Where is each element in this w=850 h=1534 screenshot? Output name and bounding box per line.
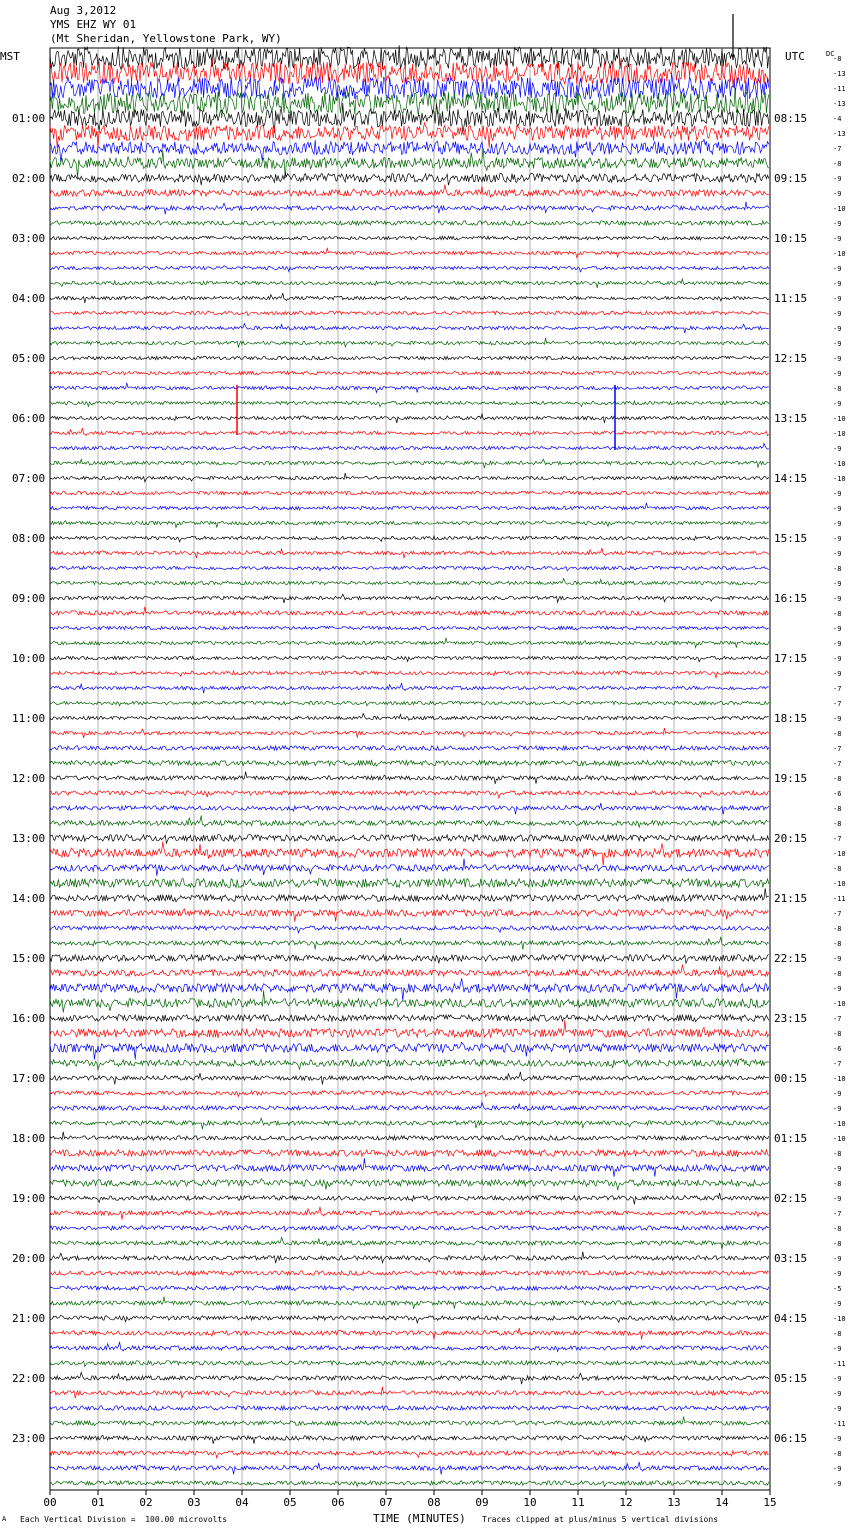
- mst-time-label: 08:00: [12, 532, 46, 545]
- trace-row-65: [50, 1020, 769, 1038]
- trace-row-50: [50, 803, 769, 815]
- trace-row-7: [50, 148, 769, 178]
- mst-time-label: 10:00: [12, 652, 46, 665]
- dc-offset-label: -9: [833, 190, 842, 198]
- utc-time-label: 23:15: [774, 1012, 808, 1025]
- footer-corner-mark: A: [2, 1515, 7, 1523]
- dc-offset-label: -9: [833, 400, 842, 408]
- date-label: Aug 3,2012: [50, 4, 117, 17]
- trace-row-46: [50, 746, 769, 751]
- scale-note: Each Vertical Division = 100.00 microvolts: [20, 1515, 228, 1524]
- x-tick-label: 07: [379, 1496, 393, 1509]
- utc-time-label: 13:15: [774, 412, 808, 425]
- dc-offset-label: -9: [833, 655, 842, 663]
- dc-offset-label: -6: [833, 790, 842, 798]
- dc-offset-label: -13: [833, 130, 846, 138]
- utc-time-label: 04:15: [774, 1312, 808, 1325]
- trace-row-81: [50, 1271, 769, 1276]
- trace-row-38: [50, 626, 769, 630]
- dc-offset-label: -9: [833, 1300, 842, 1308]
- trace-row-48: [50, 772, 769, 784]
- dc-offset-label: -13: [833, 70, 846, 78]
- trace-row-22: [50, 383, 769, 393]
- dc-offset-label: -8: [833, 1330, 842, 1338]
- plot-frame: [50, 48, 770, 1490]
- trace-row-26: [50, 444, 769, 450]
- trace-row-66: [50, 1042, 769, 1059]
- x-tick-label: 02: [139, 1496, 153, 1509]
- x-tick-label: 15: [763, 1496, 777, 1509]
- dc-offset-label: -10: [833, 1075, 846, 1083]
- dc-offset-label: -6: [833, 1045, 842, 1053]
- dc-offset-label: -9: [833, 580, 842, 588]
- dc-offset-label: -8: [833, 805, 842, 813]
- dc-offset-label: -9: [833, 445, 842, 453]
- dc-offset-label: -9: [833, 1105, 842, 1113]
- trace-row-54: [50, 859, 769, 876]
- trace-row-91: [50, 1417, 769, 1426]
- mst-time-label: 05:00: [12, 352, 46, 365]
- mst-time-label: 21:00: [12, 1312, 46, 1325]
- dc-offset-label: -9: [833, 1435, 842, 1443]
- trace-row-14: [50, 266, 769, 272]
- mst-time-label: 15:00: [12, 952, 46, 965]
- trace-row-51: [50, 816, 769, 828]
- trace-row-25: [50, 428, 769, 436]
- trace-row-88: [50, 1372, 769, 1384]
- trace-row-33: [50, 548, 769, 558]
- dc-offset-label: -8: [833, 925, 842, 933]
- dc-offset-label: -4: [833, 115, 842, 123]
- dc-offset-label: -9: [833, 1405, 842, 1413]
- dc-offset-label: -9: [833, 295, 842, 303]
- trace-row-93: [50, 1450, 769, 1458]
- dc-offset-label: -8: [833, 865, 842, 873]
- trace-row-31: [50, 521, 769, 528]
- trace-row-67: [50, 1059, 769, 1071]
- utc-time-label: 21:15: [774, 892, 808, 905]
- x-tick-label: 13: [667, 1496, 681, 1509]
- dc-offset-label: -8: [833, 775, 842, 783]
- dc-offset-label: -9: [833, 595, 842, 603]
- dc-offset-label: -8: [833, 1030, 842, 1038]
- trace-row-58: [50, 925, 769, 933]
- dc-offset-label: -10: [833, 205, 846, 213]
- mst-time-label: 04:00: [12, 292, 46, 305]
- dc-offset-label: -9: [833, 175, 842, 183]
- trace-row-57: [50, 909, 769, 922]
- dc-offset-label: -10: [833, 850, 846, 858]
- dc-offset-label: -9: [833, 1375, 842, 1383]
- mst-time-label: 18:00: [12, 1132, 46, 1145]
- station-label: YMS EHZ WY 01: [50, 18, 137, 31]
- dc-offset-label: -8: [833, 730, 842, 738]
- trace-row-95: [50, 1481, 769, 1487]
- trace-row-40: [50, 656, 769, 662]
- trace-row-39: [50, 638, 769, 648]
- dc-axis-label: DC: [826, 50, 835, 58]
- trace-row-94: [50, 1462, 769, 1475]
- trace-row-18: [50, 324, 769, 334]
- trace-row-15: [50, 279, 769, 288]
- trace-row-84: [50, 1315, 769, 1323]
- dc-offset-label: -9: [833, 1090, 842, 1098]
- trace-row-9: [50, 185, 769, 198]
- utc-time-label: 17:15: [774, 652, 808, 665]
- x-tick-label: 04: [235, 1496, 249, 1509]
- trace-row-29: [50, 491, 769, 495]
- trace-row-62: [50, 978, 769, 1000]
- utc-time-label: 05:15: [774, 1372, 808, 1385]
- trace-row-64: [50, 1015, 769, 1022]
- mst-time-label: 23:00: [12, 1432, 46, 1445]
- dc-offset-label: -7: [833, 835, 842, 843]
- mst-time-label: 14:00: [12, 892, 46, 905]
- dc-offset-label: -11: [833, 85, 846, 93]
- dc-offset-label: -10: [833, 460, 846, 468]
- dc-offset-label: -7: [833, 145, 842, 153]
- dc-offset-label: -9: [833, 1390, 842, 1398]
- trace-row-80: [50, 1252, 769, 1264]
- dc-offset-label: -9: [833, 1195, 842, 1203]
- utc-time-label: 18:15: [774, 712, 808, 725]
- trace-row-35: [50, 579, 769, 586]
- trace-row-34: [50, 566, 769, 571]
- dc-offset-label: -9: [833, 640, 842, 648]
- utc-time-label: 16:15: [774, 592, 808, 605]
- trace-row-90: [50, 1406, 769, 1411]
- mst-time-label: 12:00: [12, 772, 46, 785]
- utc-time-label: 02:15: [774, 1192, 808, 1205]
- trace-row-75: [50, 1179, 769, 1191]
- dc-offset-label: -9: [833, 220, 842, 228]
- trace-row-83: [50, 1297, 769, 1309]
- mst-time-label: 16:00: [12, 1012, 46, 1025]
- dc-offset-label: -9: [833, 1345, 842, 1353]
- location-label: (Mt Sheridan, Yellowstone Park, WY): [50, 32, 282, 45]
- dc-offset-label: -9: [833, 1255, 842, 1263]
- dc-offset-label: -7: [833, 910, 842, 918]
- utc-time-label: 00:15: [774, 1072, 808, 1085]
- dc-offset-label: -8: [833, 1225, 842, 1233]
- trace-row-77: [50, 1207, 769, 1220]
- trace-row-73: [50, 1150, 769, 1157]
- dc-offset-label: -8: [833, 1450, 842, 1458]
- trace-row-30: [50, 503, 769, 510]
- x-tick-label: 10: [523, 1496, 537, 1509]
- utc-time-label: 03:15: [774, 1252, 808, 1265]
- dc-offset-label: -7: [833, 1210, 842, 1218]
- dc-offset-label: -9: [833, 715, 842, 723]
- trace-row-8: [50, 174, 769, 186]
- trace-row-74: [50, 1158, 769, 1176]
- dc-offset-label: -9: [833, 505, 842, 513]
- dc-offset-label: -7: [833, 1015, 842, 1023]
- utc-time-label: 12:15: [774, 352, 808, 365]
- trace-row-76: [50, 1193, 769, 1204]
- x-tick-label: 11: [571, 1496, 585, 1509]
- mst-time-label: 03:00: [12, 232, 46, 245]
- utc-time-label: 11:15: [774, 292, 808, 305]
- dc-offset-label: -9: [833, 280, 842, 288]
- dc-offset-label: -8: [833, 160, 842, 168]
- trace-row-12: [50, 236, 769, 240]
- utc-time-label: 20:15: [774, 832, 808, 845]
- x-tick-label: 14: [715, 1496, 729, 1509]
- trace-row-13: [50, 248, 769, 258]
- trace-row-47: [50, 760, 769, 766]
- trace-row-60: [50, 955, 769, 964]
- dc-offset-label: -9: [833, 1480, 842, 1488]
- x-tick-label: 08: [427, 1496, 441, 1509]
- trace-row-61: [50, 965, 769, 978]
- dc-offset-label: -10: [833, 1315, 846, 1323]
- utc-time-label: 06:15: [774, 1432, 808, 1445]
- dc-offset-label: -10: [833, 880, 846, 888]
- dc-offset-label: -9: [833, 340, 842, 348]
- trace-row-6: [50, 139, 769, 162]
- dc-offset-label: -8: [833, 565, 842, 573]
- trace-row-32: [50, 536, 769, 542]
- dc-offset-label: -5: [833, 1285, 842, 1293]
- trace-row-59: [50, 937, 769, 950]
- trace-row-82: [50, 1286, 769, 1291]
- dc-offset-label: -8: [833, 1150, 842, 1158]
- trace-row-0: [50, 45, 769, 69]
- mst-time-label: 20:00: [12, 1252, 46, 1265]
- mst-time-label: 09:00: [12, 592, 46, 605]
- dc-offset-label: -8: [833, 610, 842, 618]
- x-tick-label: 06: [331, 1496, 345, 1509]
- trace-row-71: [50, 1118, 769, 1129]
- dc-offset-label: -8: [833, 385, 842, 393]
- trace-row-85: [50, 1328, 769, 1340]
- dc-offset-label: -13: [833, 100, 846, 108]
- trace-row-72: [50, 1132, 769, 1141]
- mst-axis-label: MST: [0, 50, 20, 63]
- trace-row-49: [50, 790, 769, 798]
- dc-offset-label: -9: [833, 1270, 842, 1278]
- mst-time-label: 17:00: [12, 1072, 46, 1085]
- dc-offset-label: -8: [833, 940, 842, 948]
- clip-note: Traces clipped at plus/minus 5 vertical divisions: [482, 1515, 719, 1524]
- x-tick-label: 12: [619, 1496, 633, 1509]
- mst-time-label: 07:00: [12, 472, 46, 485]
- trace-row-16: [50, 293, 769, 303]
- mst-time-label: 22:00: [12, 1372, 46, 1385]
- dc-offset-label: -9: [833, 490, 842, 498]
- dc-offset-label: -9: [833, 670, 842, 678]
- x-tick-label: 05: [283, 1496, 297, 1509]
- utc-time-label: 19:15: [774, 772, 808, 785]
- trace-row-24: [50, 414, 769, 423]
- dc-offset-label: -7: [833, 1060, 842, 1068]
- dc-offset-label: -9: [833, 1165, 842, 1173]
- utc-time-label: 10:15: [774, 232, 808, 245]
- trace-row-37: [50, 607, 769, 616]
- dc-offset-label: -9: [833, 370, 842, 378]
- utc-time-label: 15:15: [774, 532, 808, 545]
- trace-row-42: [50, 683, 769, 693]
- trace-row-11: [50, 221, 769, 226]
- dc-offset-label: -10: [833, 1135, 846, 1143]
- dc-offset-label: -10: [833, 415, 846, 423]
- mst-time-label: 01:00: [12, 112, 46, 125]
- trace-row-69: [50, 1091, 769, 1097]
- trace-row-68: [50, 1072, 769, 1085]
- trace-row-89: [50, 1387, 769, 1399]
- dc-offset-label: -10: [833, 475, 846, 483]
- dc-offset-label: -7: [833, 745, 842, 753]
- dc-offset-label: -7: [833, 700, 842, 708]
- dc-offset-label: -9: [833, 625, 842, 633]
- trace-row-27: [50, 459, 769, 468]
- dc-offset-label: -7: [833, 685, 842, 693]
- utc-axis-label: UTC: [785, 50, 805, 63]
- utc-time-label: 22:15: [774, 952, 808, 965]
- trace-row-19: [50, 338, 769, 347]
- dc-offset-label: -9: [833, 985, 842, 993]
- dc-offset-label: -11: [833, 895, 846, 903]
- trace-row-78: [50, 1226, 769, 1232]
- trace-row-23: [50, 401, 769, 407]
- dc-offset-label: -9: [833, 325, 842, 333]
- trace-row-52: [50, 835, 769, 844]
- trace-row-43: [50, 701, 769, 706]
- trace-row-79: [50, 1237, 769, 1249]
- trace-row-70: [50, 1102, 769, 1110]
- dc-offset-label: -10: [833, 1120, 846, 1128]
- trace-row-53: [50, 842, 769, 866]
- trace-row-87: [50, 1361, 769, 1367]
- utc-time-label: 08:15: [774, 112, 808, 125]
- dc-offset-label: -9: [833, 550, 842, 558]
- trace-row-56: [50, 888, 769, 902]
- dc-offset-label: -8: [833, 1180, 842, 1188]
- trace-row-63: [50, 990, 769, 1012]
- mst-time-label: 06:00: [12, 412, 46, 425]
- x-tick-label: 00: [43, 1496, 57, 1509]
- dc-offset-label: -10: [833, 1000, 846, 1008]
- trace-row-10: [50, 202, 769, 215]
- dc-offset-label: -11: [833, 1360, 846, 1368]
- dc-offset-label: -8: [833, 55, 842, 63]
- trace-row-3: [50, 88, 769, 118]
- mst-time-label: 19:00: [12, 1192, 46, 1205]
- trace-row-36: [50, 594, 769, 603]
- trace-row-86: [50, 1342, 769, 1352]
- trace-row-41: [50, 671, 769, 678]
- trace-row-21: [50, 371, 769, 375]
- trace-row-44: [50, 714, 769, 721]
- dc-offset-label: -9: [833, 535, 842, 543]
- trace-row-28: [50, 473, 769, 482]
- dc-offset-label: -9: [833, 520, 842, 528]
- dc-offset-label: -10: [833, 250, 846, 258]
- utc-time-label: 14:15: [774, 472, 808, 485]
- dc-offset-label: -11: [833, 1420, 846, 1428]
- mst-time-label: 13:00: [12, 832, 46, 845]
- x-tick-label: 03: [187, 1496, 201, 1509]
- dc-offset-label: -9: [833, 235, 842, 243]
- dc-offset-label: -8: [833, 1240, 842, 1248]
- dc-offset-label: -9: [833, 265, 842, 273]
- x-tick-label: 01: [91, 1496, 105, 1509]
- trace-row-92: [50, 1435, 769, 1444]
- mst-time-label: 11:00: [12, 712, 46, 725]
- utc-time-label: 01:15: [774, 1132, 808, 1145]
- dc-offset-label: -9: [833, 355, 842, 363]
- dc-offset-label: -8: [833, 970, 842, 978]
- dc-offset-label: -9: [833, 1465, 842, 1473]
- trace-row-45: [50, 728, 769, 738]
- x-axis-title: TIME (MINUTES): [373, 1512, 466, 1525]
- x-tick-label: 09: [475, 1496, 489, 1509]
- dc-offset-label: -7: [833, 760, 842, 768]
- utc-time-label: 09:15: [774, 172, 808, 185]
- trace-row-55: [50, 879, 769, 888]
- dc-offset-label: -9: [833, 310, 842, 318]
- dc-offset-label: -10: [833, 430, 846, 438]
- dc-offset-label: -8: [833, 820, 842, 828]
- trace-row-20: [50, 356, 769, 360]
- trace-row-17: [50, 311, 769, 316]
- dc-offset-label: -9: [833, 955, 842, 963]
- mst-time-label: 02:00: [12, 172, 46, 185]
